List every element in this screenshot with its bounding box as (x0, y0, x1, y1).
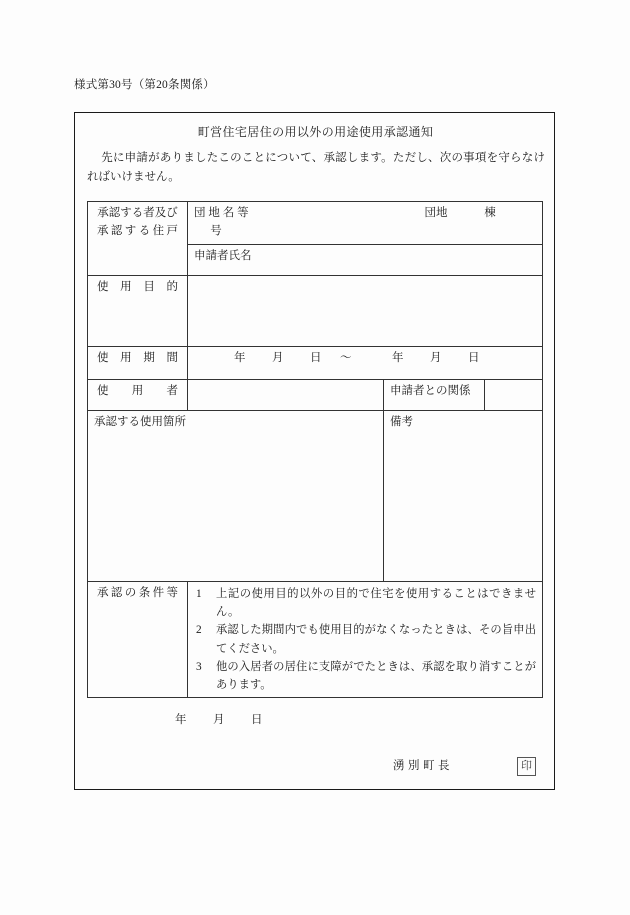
danchi-unit: 団地 (424, 207, 448, 219)
signature-day: 日 (251, 714, 263, 726)
conditions-list (194, 585, 536, 695)
applicant-name-label: 申請者氏名 (194, 249, 252, 262)
label-purpose: 使用目的 (88, 275, 188, 346)
period-end-month: 月 (430, 351, 442, 364)
condition-number: 2 (196, 624, 202, 637)
page-title: 町営住宅居住の用以外の用途使用承認通知 (197, 125, 434, 139)
label-approved-party-line1: 承認する者及び (97, 207, 178, 219)
label-approved-party (88, 202, 188, 276)
cell-user-value[interactable] (188, 379, 384, 410)
seal-icon: 印 (517, 757, 536, 776)
condition-text: 承認した期間内でも使用目的がなくなったときは、その旨申出てください。 (216, 624, 537, 655)
table-row-conditions (88, 581, 543, 698)
signature-date[interactable] (175, 711, 263, 727)
cell-conditions (188, 581, 543, 698)
number-unit: 号 (210, 224, 222, 237)
label-remarks: 備考 (390, 415, 413, 428)
form-frame (74, 112, 555, 790)
label-conditions: 承認の条件等 (88, 581, 188, 698)
signature-year: 年 (175, 714, 187, 726)
period-start-day: 日 (310, 351, 322, 364)
cell-period-value[interactable] (188, 346, 543, 379)
condition-text: 上記の使用目的以外の目的で住宅を使用することはできません。 (216, 587, 537, 618)
period-end-day: 日 (468, 351, 480, 364)
list-item (194, 585, 536, 622)
signer-name: 湧別町長 (393, 760, 453, 772)
label-user: 使用者 (88, 379, 188, 410)
condition-number: 3 (196, 660, 202, 673)
cell-location[interactable] (88, 410, 384, 581)
label-period: 使用期間 (88, 346, 188, 379)
cell-relation-value[interactable] (485, 379, 543, 410)
label-relation: 申請者との関係 (384, 379, 485, 410)
condition-text: 他の入居者の居住に支障がでたときは、承認を取り消すことがあります。 (216, 660, 537, 692)
period-end-year: 年 (392, 351, 404, 364)
intro-paragraph (87, 149, 545, 187)
list-item (194, 621, 536, 658)
period-start-year: 年 (234, 351, 246, 364)
table-row-location (88, 410, 543, 581)
danchi-label: 団 地 名 等 (194, 207, 249, 219)
building-unit: 棟 (484, 207, 496, 219)
cell-remarks[interactable] (384, 410, 543, 581)
table-row-approved-party (88, 202, 543, 245)
table-row-period (88, 346, 543, 379)
signature-month: 月 (213, 714, 225, 726)
period-tilde: ～ (340, 351, 352, 364)
table-row-user (88, 379, 543, 410)
period-start-month: 月 (272, 351, 284, 364)
table-row-purpose (88, 275, 543, 346)
form-table (87, 201, 543, 698)
label-location: 承認する使用箇所 (94, 415, 186, 428)
cell-applicant-name[interactable] (188, 244, 543, 275)
label-approved-party-line2: 承認する住戸 (97, 224, 178, 237)
intro-text: 先に申請がありましたこのことについて、承認します。ただし、次の事項を守らなければいけません。 (87, 152, 545, 183)
form-number: 様式第30号（第20条関係） (74, 79, 215, 91)
condition-number: 1 (196, 587, 202, 600)
cell-danchi[interactable] (188, 202, 543, 245)
cell-purpose-value[interactable] (188, 275, 543, 346)
list-item (194, 658, 536, 695)
